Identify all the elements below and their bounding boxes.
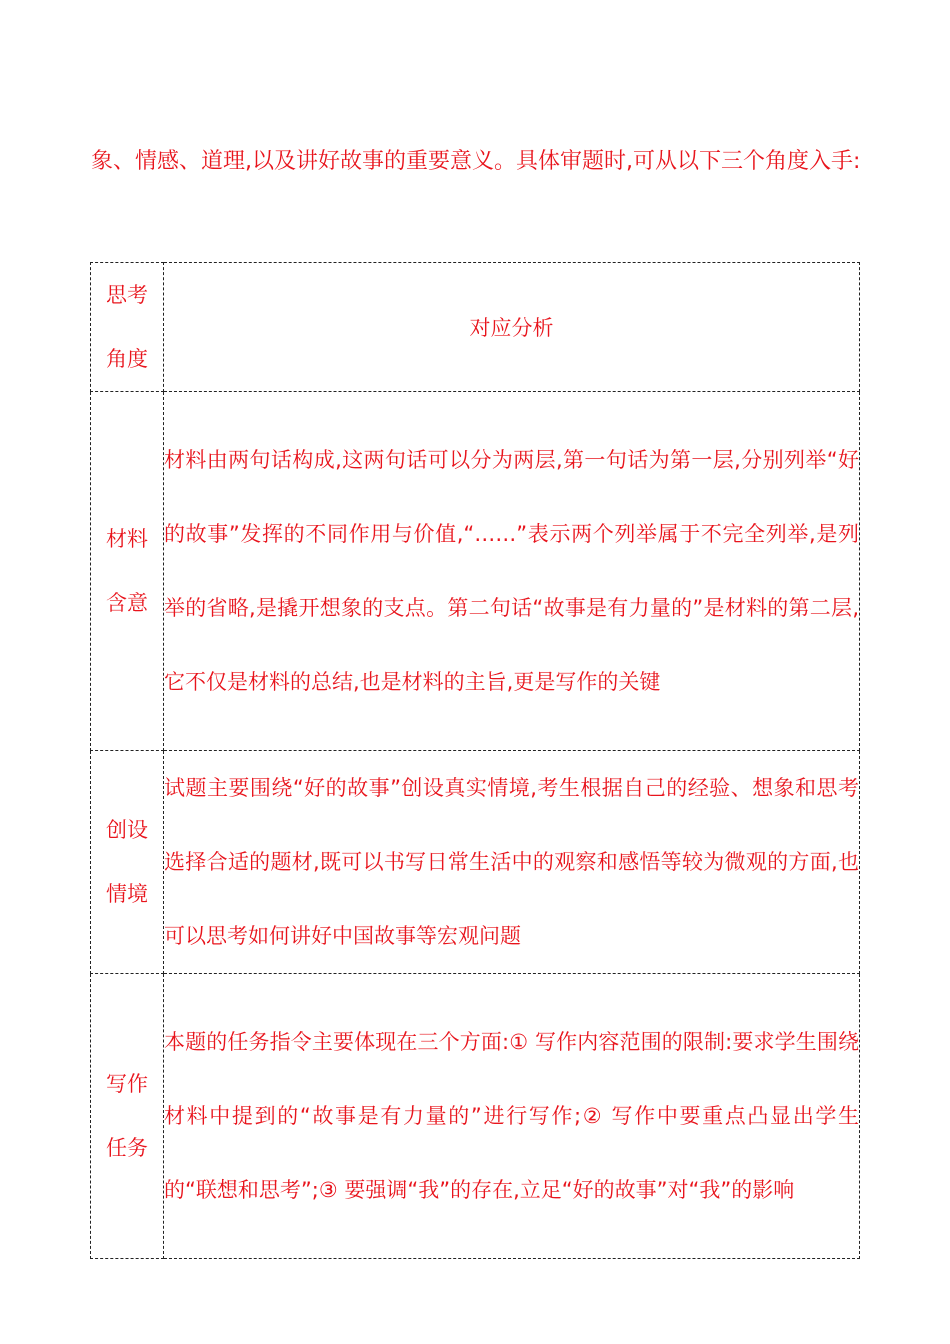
row-analysis-cell: 试题主要围绕“好的故事”创设真实情境,考生根据自己的经验、想象和思考选择合适的题材,既可以书写日常生活中的观察和感悟等较为微观的方面,也可以思考如何讲好中国故事等宏观问题 [164, 751, 860, 974]
row-analysis-cell: 材料由两句话构成,这两句话可以分为两层,第一句话为第一层,分别列举“好的故事”发挥的不同作用与价值,“……”表示两个列举属于不完全列举,是列举的省略,是撬开想象的支点。第二句话“故事是有力量的”是材料的第二层,它不仅是材料的总结,也是材料的主旨,更是写作的关键 [164, 392, 860, 751]
header-angle-cell: 思考 角度 [91, 263, 164, 392]
table-row [91, 974, 860, 1259]
table-header-row [91, 263, 860, 392]
row-angle-cell: 写作 任务 [91, 974, 164, 1259]
row-angle-cell: 材料 含意 [91, 392, 164, 751]
table-row [91, 751, 860, 974]
row-angle-cell: 创设 情境 [91, 751, 164, 974]
table-row [91, 392, 860, 751]
row-analysis-cell: 本题的任务指令主要体现在三个方面:① 写作内容范围的限制:要求学生围绕材料中提到的“故事是有力量的”进行写作;② 写作中要重点凸显出学生的“联想和思考”;③ 要强调“我”的存在,立足“好的故事”对“我”的影响 [164, 974, 860, 1259]
analysis-table [90, 262, 860, 1259]
intro-paragraph: 象、情感、道理,以及讲好故事的重要意义。具体审题时,可从以下三个角度入手: [91, 149, 861, 174]
header-analysis-cell: 对应分析 [164, 263, 860, 392]
